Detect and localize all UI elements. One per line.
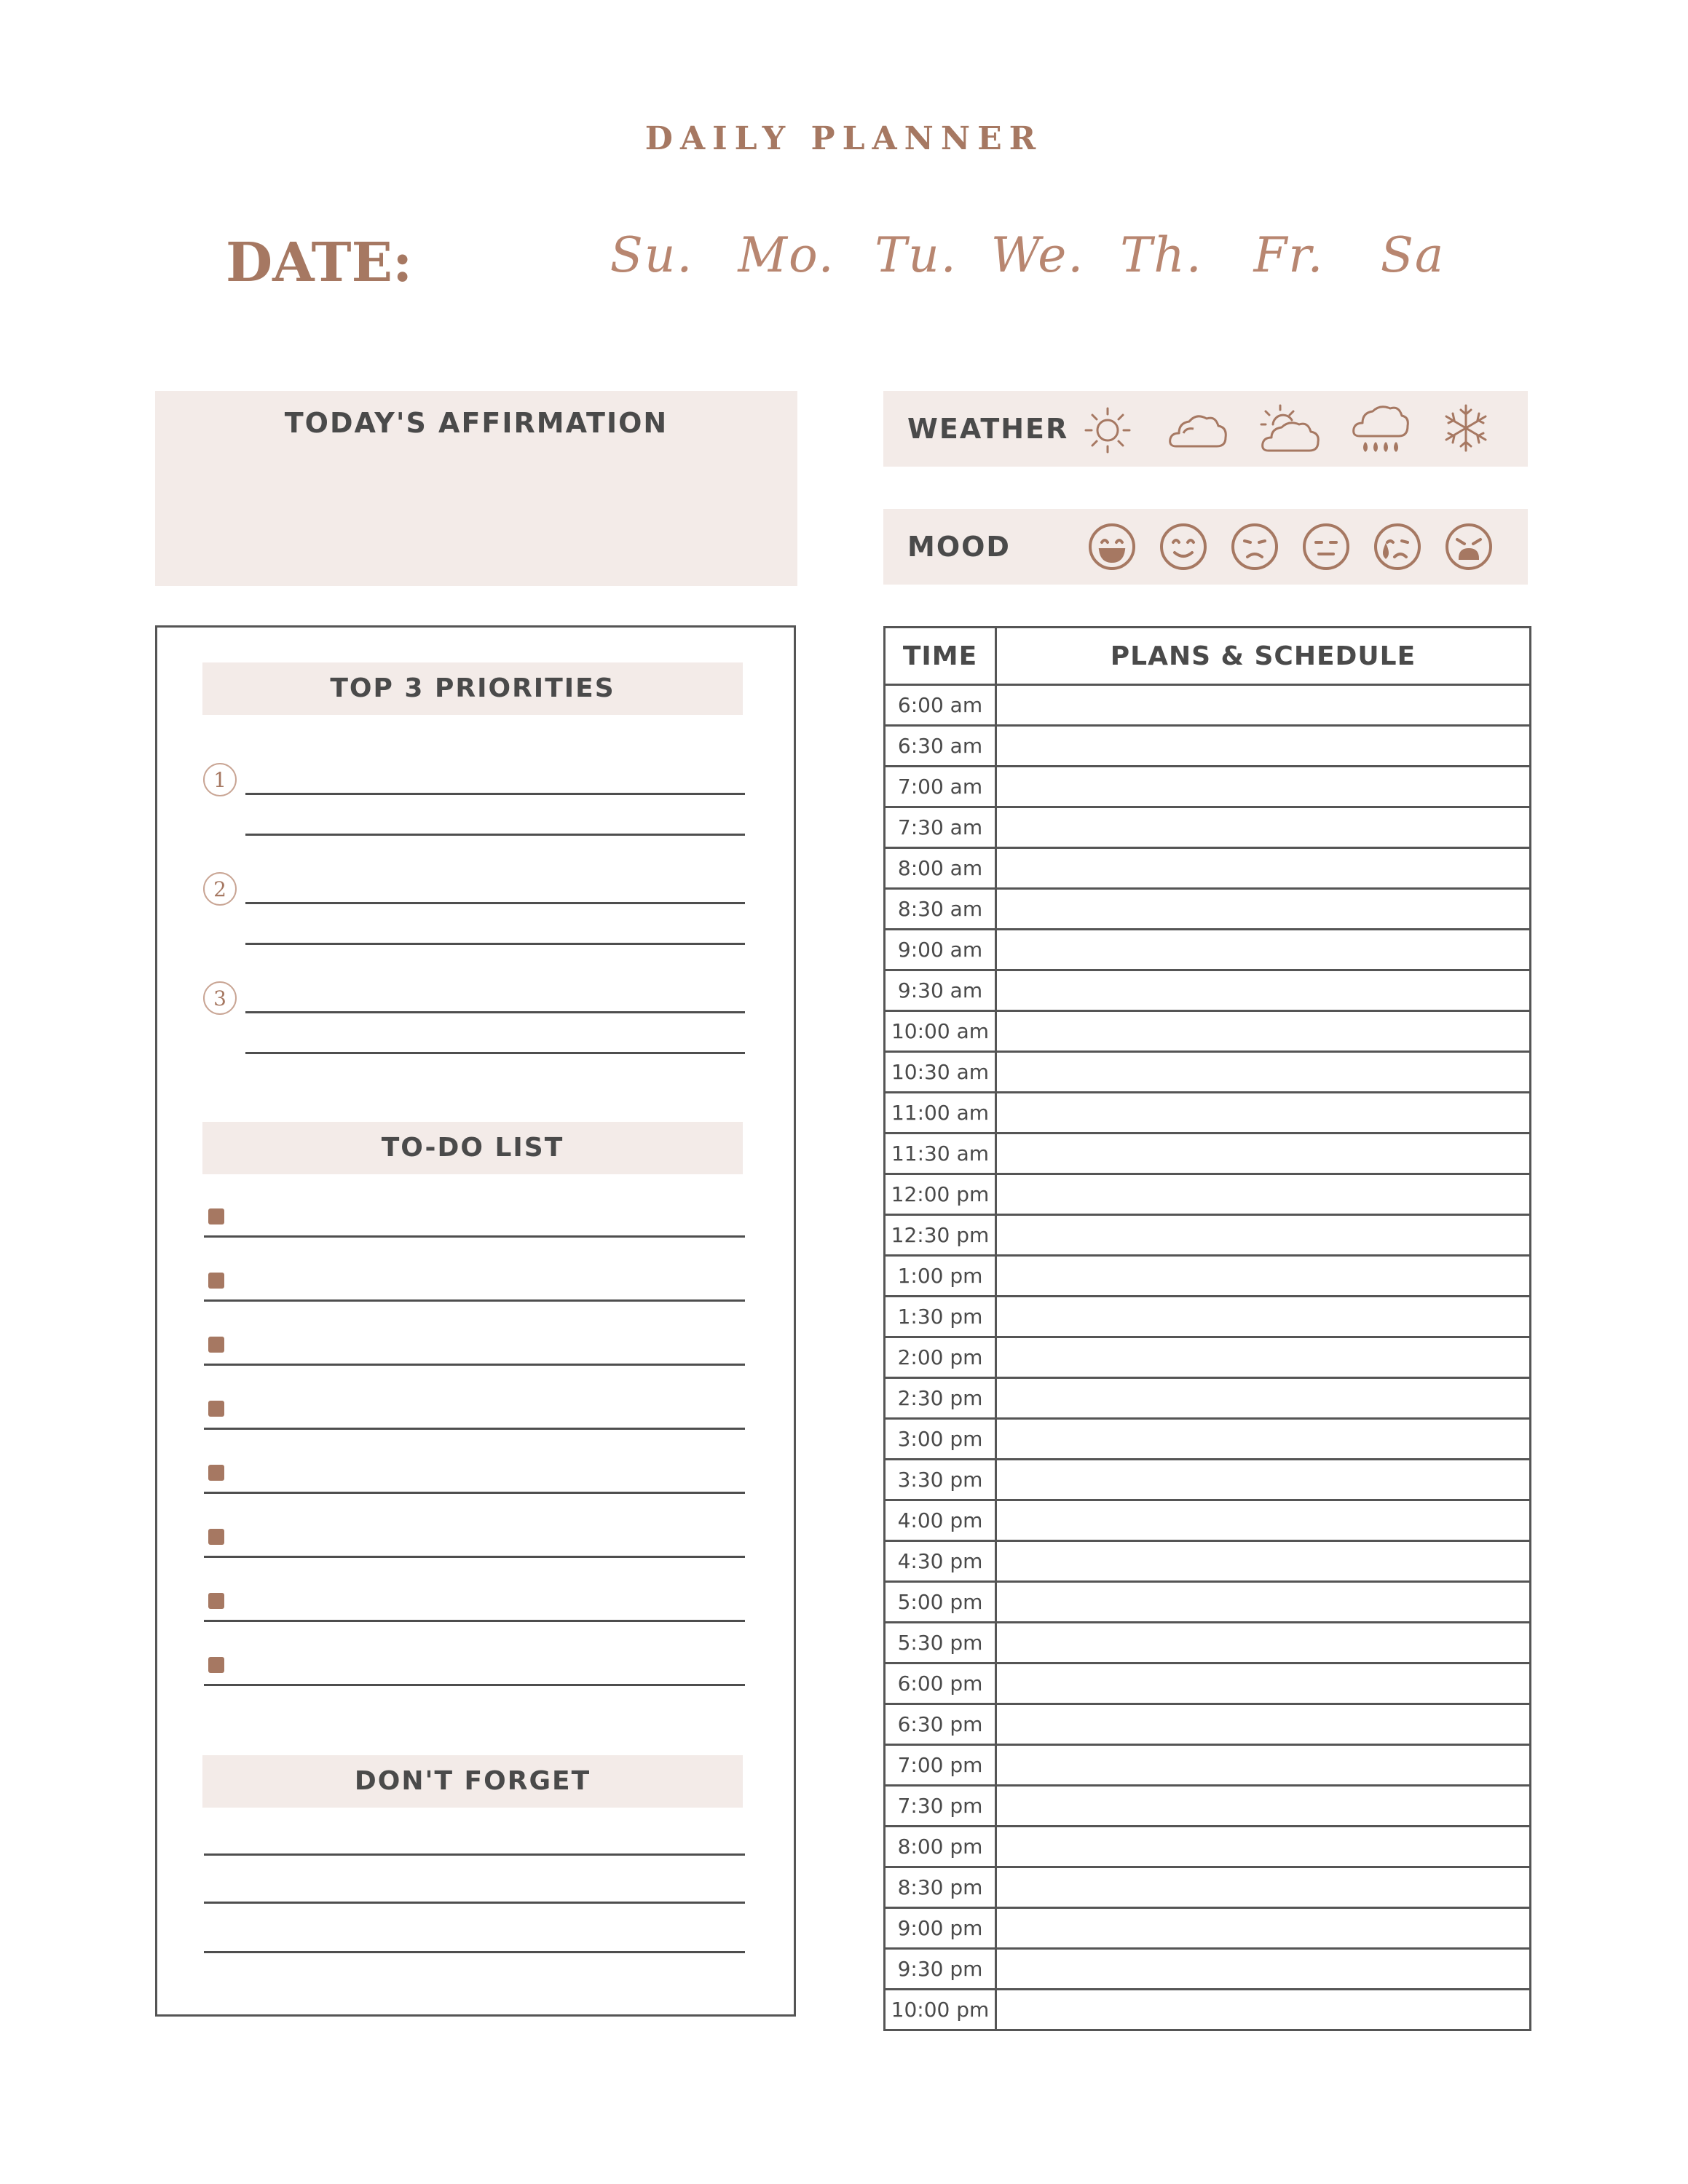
schedule-row (885, 1745, 1531, 1786)
time-slot-label: 10:30 am (885, 1052, 996, 1093)
schedule-row (885, 1990, 1531, 2030)
todo-line[interactable] (204, 1492, 745, 1494)
plan-entry-cell[interactable] (996, 1663, 1531, 1704)
schedule-row (885, 1582, 1531, 1623)
plan-entry-cell[interactable] (996, 848, 1531, 889)
schedule-body (885, 685, 1531, 2030)
plan-entry-cell[interactable] (996, 1256, 1531, 1297)
schedule-table (883, 626, 1531, 2031)
time-slot-label: 9:30 am (885, 970, 996, 1011)
schedule-row (885, 807, 1531, 848)
sad-face-icon[interactable] (1230, 522, 1279, 571)
mood-box (883, 509, 1528, 585)
crying-face-icon[interactable] (1373, 522, 1422, 571)
schedule-row (885, 726, 1531, 767)
schedule-row (885, 1011, 1531, 1052)
time-slot-label: 5:30 pm (885, 1623, 996, 1663)
planner-title: DAILY PLANNER (644, 120, 1044, 157)
todo-line[interactable] (204, 1235, 745, 1238)
priority-2-line-2[interactable] (245, 943, 745, 945)
plan-entry-cell[interactable] (996, 1460, 1531, 1500)
time-slot-label: 7:30 pm (885, 1786, 996, 1827)
schedule-row (885, 1827, 1531, 1867)
todo-line[interactable] (204, 1556, 745, 1558)
priority-number: 3 (203, 981, 237, 1015)
time-slot-label: 7:30 am (885, 807, 996, 848)
plan-entry-cell[interactable] (996, 1133, 1531, 1174)
rain-icon[interactable] (1351, 403, 1409, 461)
time-slot-label: 9:30 pm (885, 1949, 996, 1990)
time-slot-label: 8:00 pm (885, 1827, 996, 1867)
time-slot-label: 12:30 pm (885, 1215, 996, 1256)
dont-forget-line[interactable] (204, 1902, 745, 1904)
time-slot-label: 3:00 pm (885, 1419, 996, 1460)
time-slot-label: 6:00 am (885, 685, 996, 726)
schedule-row (885, 1174, 1531, 1215)
todo-checkbox[interactable] (208, 1465, 224, 1481)
plan-entry-cell[interactable] (996, 1582, 1531, 1623)
day-friday[interactable]: Fr. (1253, 227, 1325, 283)
plan-entry-cell[interactable] (996, 1297, 1531, 1337)
plan-entry-cell[interactable] (996, 1867, 1531, 1908)
priority-3-line-2[interactable] (245, 1052, 745, 1054)
todo-line[interactable] (204, 1299, 745, 1302)
plan-entry-cell[interactable] (996, 889, 1531, 930)
day-monday[interactable]: Mo. (738, 227, 835, 283)
plan-entry-cell[interactable] (996, 1500, 1531, 1541)
date-label: DATE: (226, 232, 413, 294)
priorities-heading: TOP 3 PRIORITIES (202, 662, 743, 715)
schedule-row (885, 889, 1531, 930)
time-slot-label: 2:30 pm (885, 1378, 996, 1419)
todo-checkbox[interactable] (208, 1593, 224, 1609)
plan-entry-cell[interactable] (996, 1827, 1531, 1867)
grinning-face-icon[interactable] (1087, 522, 1137, 571)
time-slot-label: 8:30 am (885, 889, 996, 930)
time-slot-label: 1:00 pm (885, 1256, 996, 1297)
priority-1-line[interactable] (245, 793, 745, 795)
plan-entry-cell[interactable] (996, 1093, 1531, 1133)
plan-entry-cell[interactable] (996, 1052, 1531, 1093)
plan-entry-cell[interactable] (996, 930, 1531, 970)
time-slot-label: 4:00 pm (885, 1500, 996, 1541)
time-slot-label: 4:30 pm (885, 1541, 996, 1582)
schedule-row (885, 1093, 1531, 1133)
plan-entry-cell[interactable] (996, 1990, 1531, 2030)
plan-entry-cell[interactable] (996, 685, 1531, 726)
time-slot-label: 6:00 pm (885, 1663, 996, 1704)
plan-entry-cell[interactable] (996, 1337, 1531, 1378)
priority-1-line-2[interactable] (245, 834, 745, 836)
plans-column-header: PLANS & SCHEDULE (996, 628, 1531, 685)
todo-line[interactable] (204, 1684, 745, 1686)
plan-entry-cell[interactable] (996, 1174, 1531, 1215)
smiling-face-icon[interactable] (1159, 522, 1208, 571)
priority-number: 2 (203, 872, 237, 906)
plan-entry-cell[interactable] (996, 1419, 1531, 1460)
schedule-row (885, 1052, 1531, 1093)
schedule-row (885, 1378, 1531, 1419)
priority-3-line[interactable] (245, 1011, 745, 1013)
schedule-row (885, 1908, 1531, 1949)
priority-number: 1 (203, 763, 237, 796)
plan-entry-cell[interactable] (996, 726, 1531, 767)
affirmation-label: TODAY'S AFFIRMATION (284, 407, 669, 439)
dont-forget-line[interactable] (204, 1853, 745, 1856)
time-slot-label: 8:30 pm (885, 1867, 996, 1908)
day-wednesday[interactable]: We. (990, 227, 1085, 283)
dont-forget-line[interactable] (204, 1951, 745, 1953)
todo-line[interactable] (204, 1620, 745, 1622)
schedule-row (885, 1133, 1531, 1174)
schedule-row (885, 848, 1531, 889)
todo-line[interactable] (204, 1364, 745, 1366)
time-slot-label: 2:00 pm (885, 1337, 996, 1378)
time-slot-label: 5:00 pm (885, 1582, 996, 1623)
time-slot-label: 9:00 am (885, 930, 996, 970)
todo-line[interactable] (204, 1428, 745, 1430)
time-slot-label: 12:00 pm (885, 1174, 996, 1215)
plan-entry-cell[interactable] (996, 1949, 1531, 1990)
mood-label: MOOD (907, 531, 1011, 563)
time-slot-label: 6:30 pm (885, 1704, 996, 1745)
todo-checkbox[interactable] (208, 1337, 224, 1353)
todo-checkbox[interactable] (208, 1208, 224, 1224)
time-slot-label: 10:00 am (885, 1011, 996, 1052)
time-column-header: TIME (885, 628, 996, 685)
todo-heading: TO-DO LIST (202, 1122, 743, 1174)
time-slot-label: 3:30 pm (885, 1460, 996, 1500)
time-slot-label: 11:00 am (885, 1093, 996, 1133)
time-slot-label: 10:00 pm (885, 1990, 996, 2030)
schedule-row (885, 1949, 1531, 1990)
day-sunday[interactable]: Su. (610, 227, 694, 283)
schedule-row (885, 1663, 1531, 1704)
affirmation-box[interactable] (155, 391, 797, 586)
schedule-row (885, 1256, 1531, 1297)
todo-checkbox[interactable] (208, 1657, 224, 1673)
plan-entry-cell[interactable] (996, 1745, 1531, 1786)
time-slot-label: 7:00 pm (885, 1745, 996, 1786)
time-slot-label: 9:00 pm (885, 1908, 996, 1949)
weather-label: WEATHER (907, 413, 1069, 445)
weather-box (883, 391, 1528, 467)
schedule-row (885, 970, 1531, 1011)
angry-face-icon[interactable] (1444, 522, 1494, 571)
schedule-row (885, 1704, 1531, 1745)
schedule-row (885, 1541, 1531, 1582)
schedule-row (885, 685, 1531, 726)
todo-checkbox[interactable] (208, 1401, 224, 1417)
day-saturday[interactable]: Sa (1380, 227, 1446, 283)
dont-forget-heading: DON'T FORGET (202, 1755, 743, 1808)
plan-entry-cell[interactable] (996, 767, 1531, 807)
time-slot-label: 8:00 am (885, 848, 996, 889)
plan-entry-cell[interactable] (996, 1011, 1531, 1052)
schedule-row (885, 1419, 1531, 1460)
snowflake-icon[interactable] (1440, 403, 1491, 454)
plan-entry-cell[interactable] (996, 1541, 1531, 1582)
plan-entry-cell[interactable] (996, 1215, 1531, 1256)
schedule-row (885, 930, 1531, 970)
plan-entry-cell[interactable] (996, 807, 1531, 848)
schedule-row (885, 1215, 1531, 1256)
schedule-row (885, 1500, 1531, 1541)
plan-entry-cell[interactable] (996, 1786, 1531, 1827)
time-slot-label: 7:00 am (885, 767, 996, 807)
time-slot-label: 11:30 am (885, 1133, 996, 1174)
day-tuesday[interactable]: Tu. (875, 227, 958, 283)
day-thursday[interactable]: Th. (1120, 227, 1203, 283)
priority-2-line[interactable] (245, 902, 745, 904)
schedule-row (885, 1337, 1531, 1378)
schedule-row (885, 1297, 1531, 1337)
plan-entry-cell[interactable] (996, 1704, 1531, 1745)
schedule-row (885, 1867, 1531, 1908)
plan-entry-cell[interactable] (996, 970, 1531, 1011)
todo-checkbox[interactable] (208, 1529, 224, 1545)
neutral-face-icon[interactable] (1301, 522, 1351, 571)
schedule-row (885, 1460, 1531, 1500)
plan-entry-cell[interactable] (996, 1623, 1531, 1663)
time-slot-label: 1:30 pm (885, 1297, 996, 1337)
schedule-row (885, 1786, 1531, 1827)
partly-cloudy-icon[interactable] (1258, 403, 1321, 458)
sun-icon[interactable] (1081, 404, 1134, 456)
cloud-icon[interactable] (1167, 404, 1230, 456)
plan-entry-cell[interactable] (996, 1378, 1531, 1419)
schedule-table-wrapper (883, 626, 1531, 2031)
schedule-row (885, 767, 1531, 807)
plan-entry-cell[interactable] (996, 1908, 1531, 1949)
time-slot-label: 6:30 am (885, 726, 996, 767)
todo-checkbox[interactable] (208, 1273, 224, 1289)
schedule-row (885, 1623, 1531, 1663)
